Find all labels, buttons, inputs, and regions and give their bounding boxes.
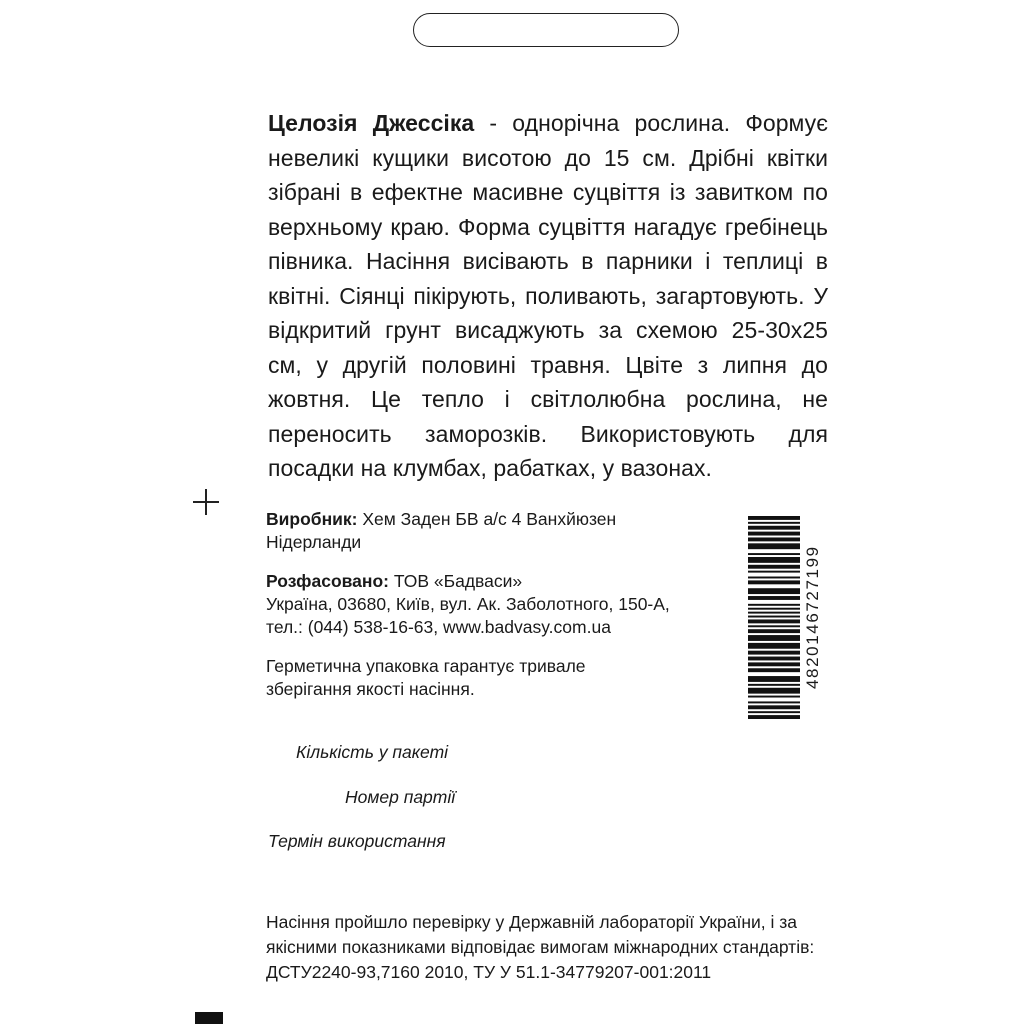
registration-mark-icon [193,489,219,515]
barcode-bar [748,711,800,713]
producer-country: Нідерланди [266,532,362,552]
barcode-bar [748,715,800,719]
producer-name: Хем Заден БВ а/с 4 Ванхйюзен [357,509,617,529]
barcode-bar [748,676,800,682]
barcode-bar [748,608,800,610]
barcode-bar [748,557,800,563]
barcode-bar [748,625,800,627]
barcode-bar [748,701,800,703]
barcode-bar [748,526,800,530]
barcode-icon [748,516,800,719]
barcode-bar [748,662,800,666]
barcode-bar [748,588,800,594]
certification-line3: ДСТУ2240-93,7160 2010, ТУ У 51.1-34779207-001:2011 [266,962,712,982]
product-name: Целозія Джессіка [268,110,475,136]
hang-hole [413,13,679,47]
barcode-bar [748,696,800,698]
certification-line2: якісними показниками відповідає вимогам міжнародних стандартів: [266,937,815,957]
description-text: - однорічна рослина. Формує невеликі кущики висотою до 15 см. Дрібні квітки зібрані в ефектне масивне суцвіття із завитком по верхньому краю. Форма суцвіття нагадує гребінець півника. Насіння висівають в парники і теплиці в квітні. Сіянці пікірують, поливають, загартовують. У відкритий грунт висаджують за схемою 25-30х25 см, у другій половині травня. Цвіте з липня до жовтня. Це тепло і світлолюбна рослина, не переносить заморозків. Використовують для посадки на клумбах, рабатках, у вазонах. [268,110,828,481]
expiry-field: Термін використання [268,831,446,851]
quantity-field: Кількість у пакеті [296,742,449,762]
barcode-bar [748,522,800,524]
barcode-bar [748,565,800,569]
barcode-bar [748,651,800,655]
seal-note-line1: Герметична упаковка гарантує тривале [266,656,586,676]
certification-note [266,910,836,985]
barcode-bar [748,612,800,614]
barcode-bar [748,635,800,641]
barcode-bar [748,516,800,520]
barcode-bar [748,705,800,709]
barcode-bar [748,616,800,618]
product-description [268,106,828,486]
print-mark [195,1012,223,1024]
producer-label: Виробник: [266,509,358,529]
barcode-bar [748,596,800,600]
barcode-bar [748,604,800,606]
packer-label: Розфасовано: [266,571,389,591]
barcode-bar [748,668,800,672]
barcode-bar [748,643,800,649]
barcode-bar [748,537,800,541]
packer-name: ТОВ «Бадваси» [388,571,523,591]
packer-contacts: тел.: (044) 538-16-63, www.badvasy.com.ua [266,617,611,637]
certification-line1: Насіння пройшло перевірку у Державній лабораторії України, і за [266,912,798,932]
barcode-bar [748,580,800,584]
barcode-bar [748,629,800,633]
barcode-bar [748,657,800,661]
barcode-bar [748,577,800,579]
packer-address: Україна, 03680, Київ, вул. Ак. Заболотного, 150-А, [266,594,670,614]
barcode-bar [748,571,800,573]
batch-field: Номер партії [345,787,456,807]
barcode-bar [748,619,800,623]
packer-info [266,570,736,639]
seal-note-line2: зберігання якості насіння. [266,679,475,699]
barcode-bar [748,553,800,555]
barcode-bar [748,684,800,686]
seal-note [266,655,736,701]
barcode-bar [748,532,800,536]
barcode-bar [748,543,800,549]
barcode-bar [748,688,800,694]
barcode-number: 4820146727199 [803,545,822,690]
producer-info [266,508,736,554]
